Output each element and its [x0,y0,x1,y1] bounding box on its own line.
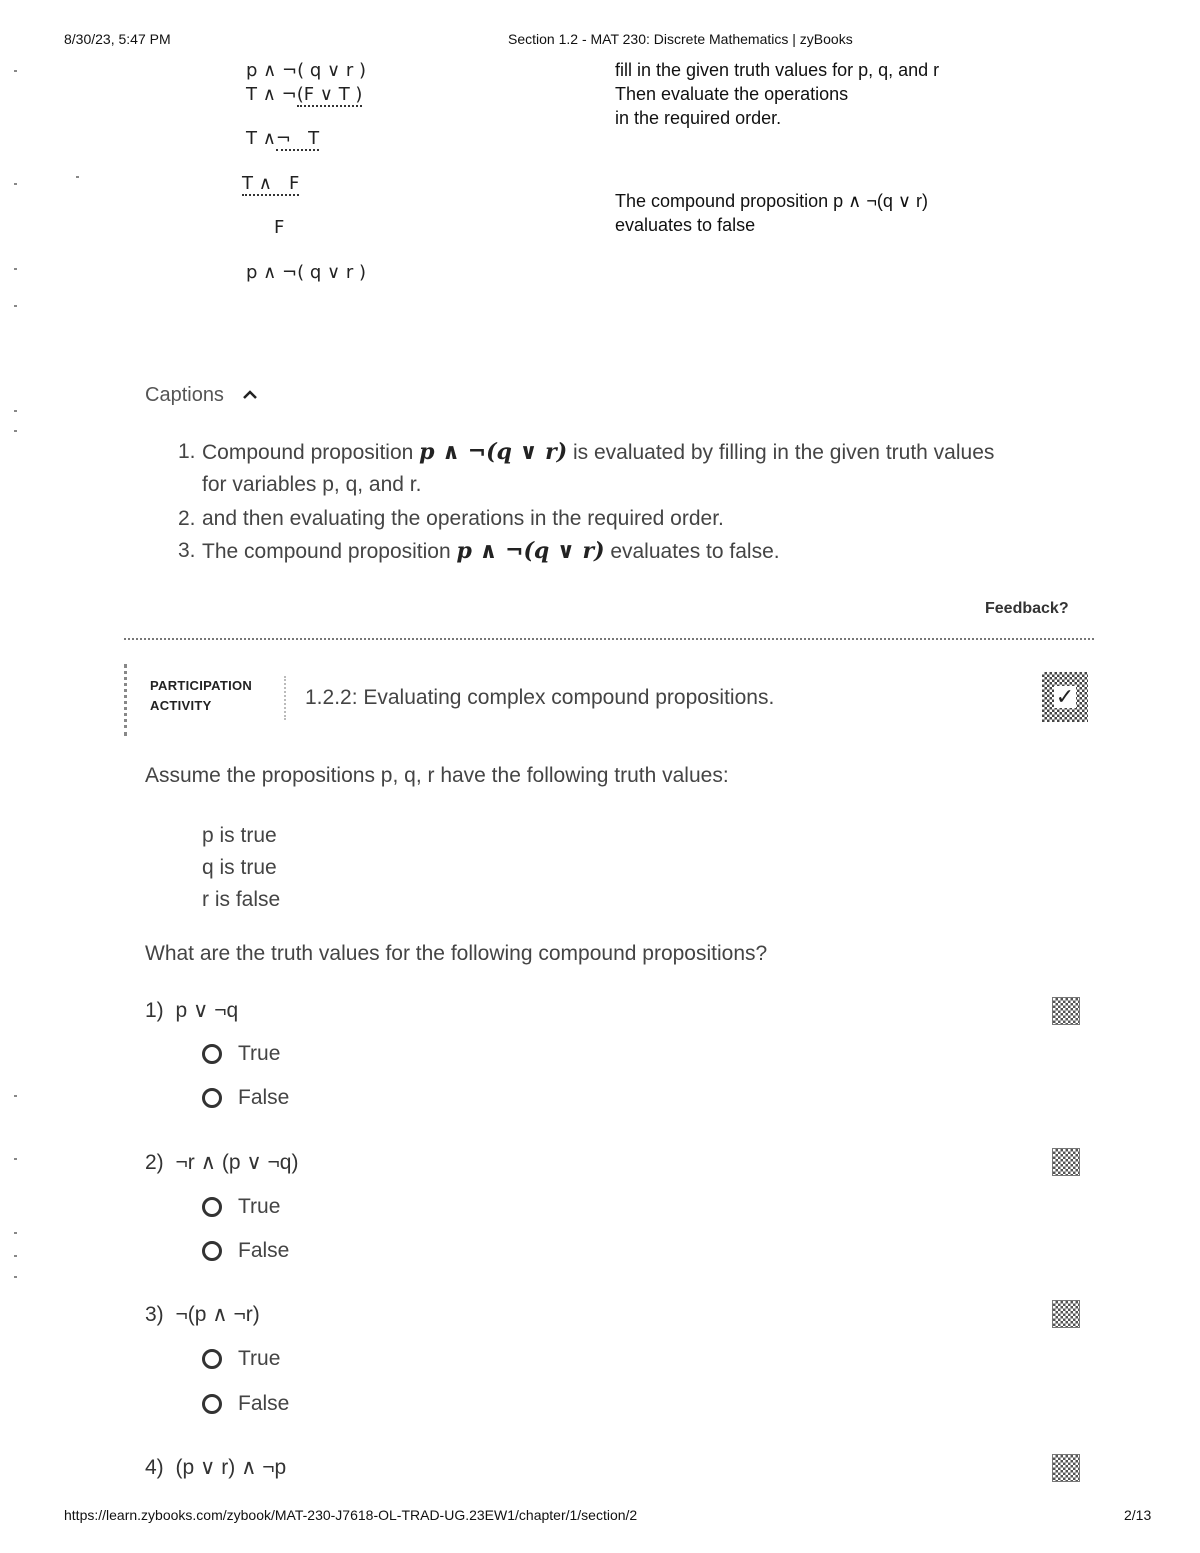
activity-completion-badge [1042,672,1088,722]
question-1-option-false[interactable] [202,1086,289,1110]
question-number: 3) [145,1303,164,1326]
question-expression: ¬(p ∧ ¬r) [175,1303,260,1326]
caption-number: 2. [178,507,196,530]
option-label: True [238,1195,281,1218]
step-2-prefix: T ∧ ¬ [246,84,297,105]
question-expression: (p ∨ r) ∧ ¬p [175,1456,287,1479]
caption-number: 3. [178,539,196,562]
activity-prompt: What are the truth values for the following compound propositions? [145,942,768,965]
activity-type-label-line: ACTIVITY [150,698,212,713]
animation-note-fill-values [615,58,939,130]
activity-title: 1.2.2: Evaluating complex compound propositions. [305,686,775,709]
caption-item [178,503,1078,535]
scan-speck [14,1095,17,1097]
caption-text-continued: for variables p, q, and r. [202,473,422,496]
print-datetime: 8/30/23, 5:47 PM [64,31,171,47]
scan-speck [14,430,17,432]
scan-speck [14,183,17,185]
print-page-title: Section 1.2 - MAT 230: Discrete Mathematics | zyBooks [508,31,853,47]
caption-item [178,535,1078,568]
question-1-status-icon [1052,997,1080,1025]
step-2-grouped-term: (F ∨ T ) [296,84,363,105]
step-4-grouped-term: T ∧ F [242,173,300,194]
caption-text: The compound proposition [202,540,457,563]
caption-number: 1. [178,440,196,463]
option-label: False [238,1086,290,1109]
option-label: True [238,1347,281,1370]
option-label: False [238,1239,290,1262]
radio-button[interactable] [202,1349,222,1369]
animation-expression-step-2 [246,84,362,107]
radio-button[interactable] [202,1197,222,1217]
truth-value-item: p is true [202,824,277,847]
note-line: fill in the given truth values for p, q, and r [615,60,940,80]
scan-speck [14,410,17,412]
question-2-option-false[interactable] [202,1239,289,1263]
scan-speck [14,305,17,307]
scan-speck [14,70,17,72]
question-expression: ¬r ∧ (p ∨ ¬q) [175,1151,299,1174]
question-3-option-true[interactable] [202,1347,280,1371]
animation-expression-step-1: p ∧ ¬( q ∨ r ) [246,60,367,81]
captions-list [178,436,1078,568]
animation-expression-step-4 [242,173,299,196]
note-line: Then evaluate the operations [615,84,849,104]
animation-expression-step-3 [246,128,319,151]
note-line: The compound proposition p ∧ ¬(q ∨ r) [615,191,929,211]
note-line: in the required order. [615,108,782,128]
caption-math: p ∧ ¬(q ∨ r) [456,538,605,564]
scan-speck [14,1255,17,1257]
caption-text: evaluates to false. [604,540,780,563]
question-4-status-icon [1052,1454,1080,1482]
animation-result: F [274,217,285,238]
truth-value-item: r is false [202,888,281,911]
feedback-link[interactable]: Feedback? [985,600,1069,617]
animation-expression-final: p ∧ ¬( q ∨ r ) [246,262,367,283]
scan-speck [14,1276,17,1278]
question-2-option-true[interactable] [202,1195,280,1219]
scan-speck [76,176,79,178]
activity-header-separator [284,676,286,720]
caption-text: Compound proposition [202,441,420,464]
radio-button[interactable] [202,1241,222,1261]
caption-text: is evaluated by filling in the given truth values [567,441,995,464]
radio-button[interactable] [202,1394,222,1414]
animation-note-result [615,189,928,237]
caption-text: and then evaluating the operations in the required order. [202,507,724,530]
truth-value-item: q is true [202,856,277,879]
activity-accent-bar [124,664,127,736]
option-label: False [238,1392,290,1415]
print-page-number: 2/13 [1124,1507,1152,1523]
truth-value-list [202,820,280,916]
question-number: 4) [145,1456,164,1479]
step-3-grouped-term: ¬ T [275,128,320,149]
question-3 [145,1302,260,1327]
question-3-option-false[interactable] [202,1392,289,1416]
chevron-up-icon [242,384,258,407]
step-3-prefix: T ∧ [246,128,276,149]
caption-math: p ∧ ¬(q ∨ r) [419,439,568,465]
question-2-status-icon [1052,1148,1080,1176]
option-label: True [238,1042,281,1065]
note-line: evaluates to false [615,215,756,235]
section-divider [124,638,1094,640]
captions-toggle-label: Captions [145,384,224,406]
checkmark-icon: ✓ [1055,684,1075,709]
question-1 [145,998,238,1023]
caption-item [178,436,1078,501]
activity-type-label [150,676,252,716]
activity-intro: Assume the propositions p, q, r have the following truth values: [145,764,729,787]
question-number: 1) [145,999,164,1022]
question-4 [145,1455,286,1480]
activity-type-label-line: PARTICIPATION [150,678,253,693]
radio-button[interactable] [202,1088,222,1108]
captions-toggle[interactable] [145,384,258,407]
question-expression: p ∨ ¬q [175,999,239,1022]
question-2 [145,1150,298,1175]
radio-button[interactable] [202,1044,222,1064]
question-3-status-icon [1052,1300,1080,1328]
scan-speck [14,1232,17,1234]
scan-speck [14,1158,17,1160]
question-number: 2) [145,1151,164,1174]
print-url: https://learn.zybooks.com/zybook/MAT-230-J7618-OL-TRAD-UG.23EW1/chapter/1/section/2 [64,1507,638,1523]
question-1-option-true[interactable] [202,1042,280,1066]
scan-speck [14,268,17,270]
